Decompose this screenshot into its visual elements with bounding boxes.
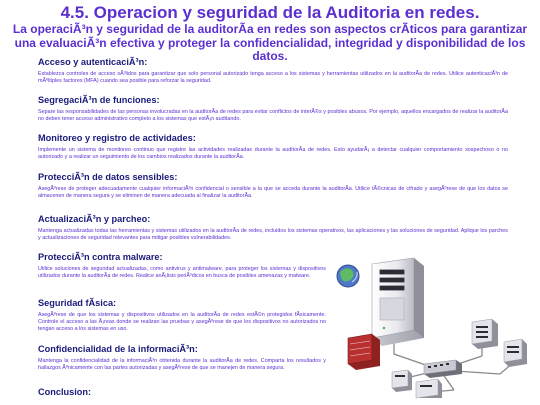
server-tower-icon — [372, 258, 424, 346]
section-confidencialidad — [38, 344, 326, 372]
workstation-icon — [416, 379, 442, 398]
rack-server-icon — [504, 339, 527, 367]
section-body: Mantenga actualizadas todas las herramientas y sistemas utilizados en la auditorÃa de redes, incluidos los sistemas operativos, las aplicaciones y las soluciones de seguridad. Aplique los parches y actualizaciones de seguridad relevantes para mitigar posibles vulnerabilidades. — [38, 228, 508, 241]
section-body: Utilice soluciones de seguridad actualizadas, como antivirus y antimalware, para proteger los sistemas y dispositivos utilizados durante la auditorÃa de redes. Realice anÃ¡lisis periÃ³dicos en busca de posibles amenazas y malware. — [38, 266, 326, 279]
network-switch-icon — [424, 360, 462, 378]
section-heading: SegregaciÃ³n de funciones: — [38, 95, 160, 105]
section-heading: Acceso y autenticaciÃ³n: — [38, 57, 148, 67]
section-body: AsegÃºrese de proteger adecuadamente cualquier informaciÃ³n confidencial o sensible a la que se acceda durante la auditorÃa. Utilice tÃ©cnicas de cifrado y asegÃºrese de que los datos se almacenen de manera segura y se eliminen de manera adecuada al finalizar la auditorÃa. — [38, 186, 508, 199]
section-heading: Monitoreo y registro de actividades: — [38, 133, 196, 143]
section-heading: ProtecciÃ³n de datos sensibles: — [38, 172, 178, 182]
section-monitoreo — [38, 133, 508, 161]
section-proteccion-datos — [38, 172, 508, 200]
section-body: Mantenga la confidencialidad de la informaciÃ³n obtenida durante la auditorÃa de redes. Comparta los resultados y hallazgos Ãºnicamente con las partes autorizadas y asegÃºrese de que se manejen de manera segura. — [38, 358, 326, 371]
section-seguridad-fisica — [38, 298, 326, 332]
workstation-icon — [392, 370, 412, 392]
section-heading: ProtecciÃ³n contra malware: — [38, 252, 163, 262]
section-body: Implemente un sistema de monitoreo continuo que registre las actividades realizadas durante la auditorÃa de redes. Esto ayudarÃ¡ a detectar cualquier comportamiento sospechoso o no autorizado y a realizar un seguimiento de los cambios realizados durante la auditorÃa. — [38, 147, 508, 160]
page-title: 4.5. Operacion y seguridad de la Auditoria en redes. — [60, 3, 480, 22]
slide-header — [10, 3, 530, 64]
section-heading: Confidencialidad de la informaciÃ³n: — [38, 344, 198, 354]
section-actualizacion — [38, 214, 508, 242]
section-acceso — [38, 57, 508, 85]
section-heading: Seguridad fÃsica: — [38, 298, 117, 308]
section-body: AsegÃºrese de que los sistemas y dispositivos utilizados en la auditorÃa de redes estÃ©n protegidos fÃsicamente. Controle el acceso a las Ã¡reas donde se realizan las pruebas y asegÃºrese de que los dispositivos no autorizados no tengan acceso a los sistemas en uso. — [38, 312, 326, 332]
rack-server-icon — [472, 319, 498, 349]
section-heading: Conclusion: — [38, 387, 92, 397]
network-servers-icon — [332, 254, 528, 399]
section-malware — [38, 252, 326, 280]
section-body: Establezca controles de acceso sÃ³lidos para garantizar que solo personal autorizado tenga acceso a los sistemas y herramientas utilizados en la auditorÃa de redes. Utilice autenticaciÃ³n de mÃºltiples factores (MFA) cuando sea posible para reforzar la seguridad. — [38, 71, 508, 84]
section-body: Separe las responsabilidades de las personas involucradas en la auditorÃa de redes para evitar conflictos de interÃ©s y posibles abusos. Por ejemplo, aquellos encargados de realizar la auditorÃa no deben tener acceso administrativo completo a los sistemas que estÃ¡n auditando. — [38, 109, 508, 122]
page-subtitle: La operaciÃ³n y seguridad de la auditorÃa en redes son aspectos crÃticos para garantizar una evaluaciÃ³n efectiva y proteger la confidencialidad, integridad y disponibilidad de los datos. — [12, 22, 528, 63]
section-heading: ActualizaciÃ³n y parcheo: — [38, 214, 151, 224]
section-segregacion — [38, 95, 508, 123]
firewall-icon — [348, 334, 380, 370]
globe-icon — [337, 265, 359, 287]
section-conclusion — [38, 387, 326, 398]
